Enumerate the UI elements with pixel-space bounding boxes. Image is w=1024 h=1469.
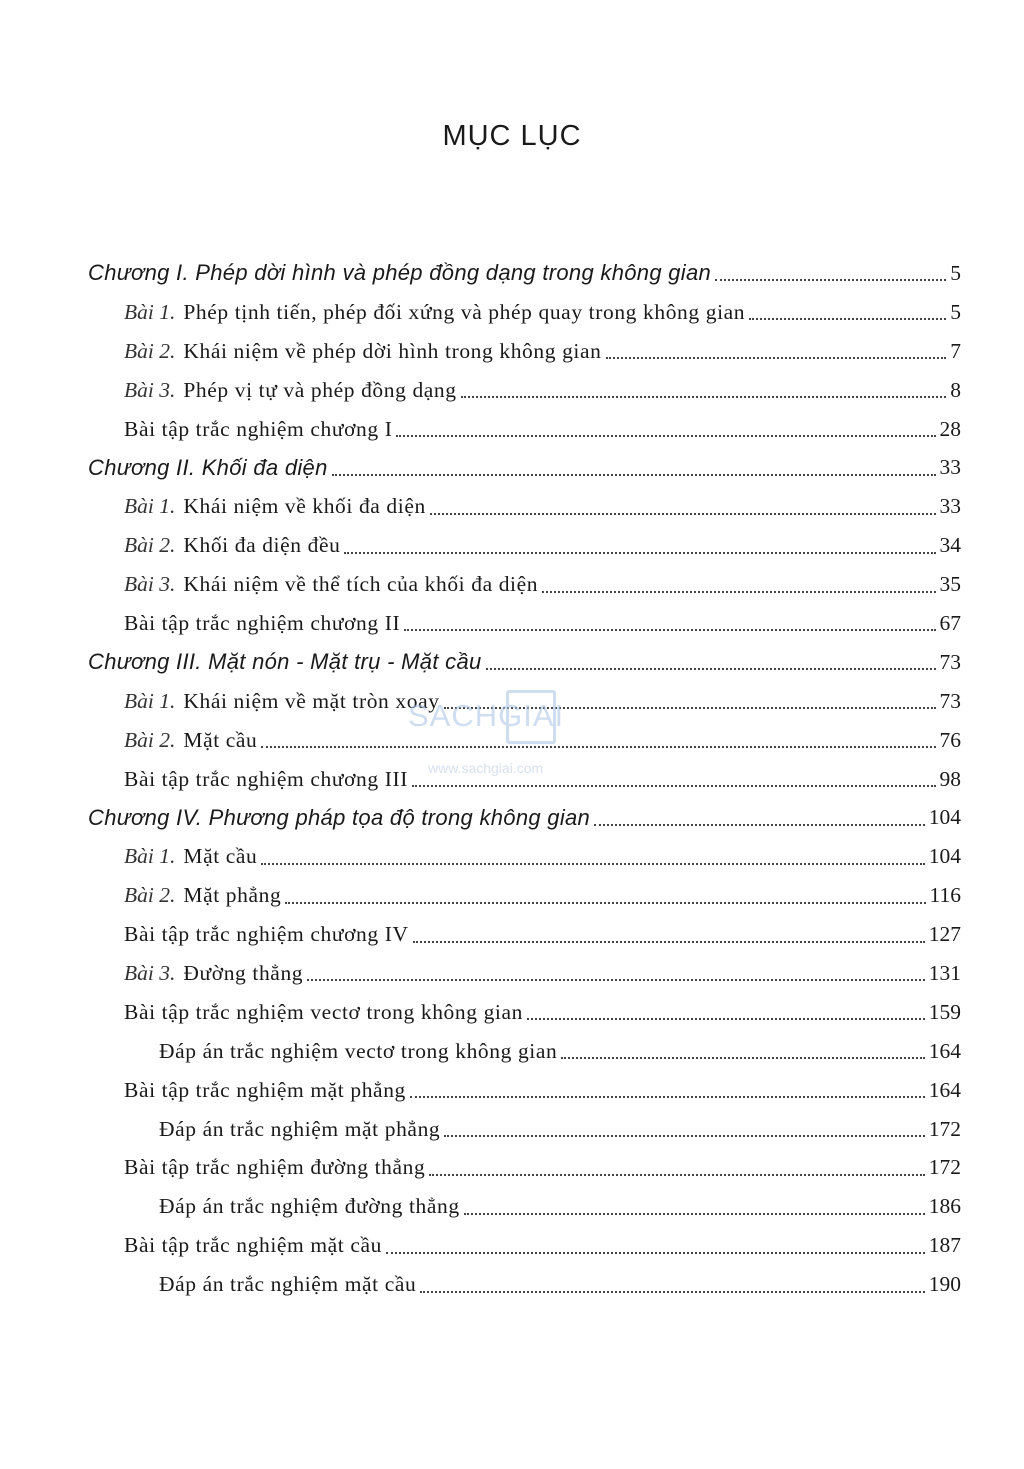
dot-leader: [715, 279, 946, 281]
toc-entry-label: Bài tập trắc nghiệm chương III: [124, 766, 408, 791]
toc-section-entry[interactable]: [0, 410, 1024, 449]
dot-leader: [410, 1096, 925, 1098]
toc-entry-label: Đáp án trắc nghiệm vectơ trong không gian: [159, 1038, 558, 1063]
toc-entry-label: Mặt phẳng: [183, 883, 282, 908]
toc-page-number: 73: [939, 649, 961, 674]
toc-entry-label: Mặt cầu: [183, 844, 258, 869]
toc-page-number: 186: [928, 1194, 961, 1219]
toc-entry-label: Đáp án trắc nghiệm đường thẳng: [159, 1194, 460, 1219]
toc-page-number: 67: [939, 610, 961, 635]
toc-chapter-entry[interactable]: [0, 643, 1024, 682]
dot-leader: [444, 707, 936, 709]
toc-entry-label: Bài tập trắc nghiệm chương I: [124, 416, 393, 441]
toc-chapter-entry[interactable]: [0, 254, 1024, 293]
toc-entry-label: Khối đa diện đều: [183, 533, 341, 558]
toc-entry-label: Bài tập trắc nghiệm vectơ trong không gian: [124, 999, 523, 1024]
toc-entry-label: Chương I. Phép dời hình và phép đồng dạng trong không gian: [88, 260, 712, 286]
toc-page-number: 33: [939, 455, 961, 480]
toc-section-entry[interactable]: [0, 604, 1024, 643]
dot-leader: [606, 357, 947, 359]
toc-page-number: 187: [928, 1233, 961, 1258]
toc-page-number: 76: [939, 727, 961, 752]
watermark-brand: SACHGIAI: [408, 698, 565, 733]
toc-page-number: 34: [939, 533, 961, 558]
toc-entry-label: Mặt cầu: [183, 727, 258, 752]
toc-page-number: 73: [939, 688, 961, 713]
toc-section-entry[interactable]: [0, 526, 1024, 565]
toc-entry-label: Khái niệm về khối đa diện: [183, 494, 426, 519]
toc-entry-label: Bài tập trắc nghiệm mặt phẳng: [124, 1077, 406, 1102]
dot-leader: [404, 629, 935, 631]
dot-leader: [430, 513, 936, 515]
toc-entry-prefix: Bài 3.: [124, 572, 176, 597]
toc-section-entry[interactable]: [0, 682, 1024, 721]
toc-entry-label: Phép vị tự và phép đồng dạng: [183, 377, 457, 402]
toc-section-entry[interactable]: [0, 332, 1024, 371]
toc-entry-label: Đường thẳng: [183, 960, 304, 985]
toc-entry-label: Bài tập trắc nghiệm chương IV: [124, 922, 409, 947]
toc-entry-prefix: Bài 1.: [124, 844, 176, 869]
toc-section-entry[interactable]: [0, 487, 1024, 526]
toc-entry-label: Chương II. Khối đa diện: [88, 454, 328, 480]
toc-entry-prefix: Bài 1.: [124, 299, 176, 324]
toc-page-number: 159: [928, 999, 961, 1024]
dot-leader: [285, 902, 925, 904]
toc-entry-label: Đáp án trắc nghiệm mặt phẳng: [159, 1116, 441, 1141]
toc-page-number: 104: [928, 805, 961, 830]
dot-leader: [344, 552, 935, 554]
toc-page-number: 190: [928, 1272, 961, 1297]
dot-leader: [412, 785, 936, 787]
dot-leader: [429, 1174, 924, 1176]
toc-entry-prefix: Bài 2.: [124, 727, 176, 752]
toc-section-entry[interactable]: [0, 760, 1024, 799]
toc-section-entry[interactable]: [0, 1071, 1024, 1110]
toc-section-entry[interactable]: [0, 837, 1024, 876]
toc-entry-label: Bài tập trắc nghiệm đường thẳng: [124, 1155, 426, 1180]
toc-page-number: 35: [939, 572, 961, 597]
toc-entry-label: Chương III. Mặt nón - Mặt trụ - Mặt cầu: [88, 649, 482, 675]
table-of-contents: [0, 254, 1024, 1304]
toc-section-entry[interactable]: [0, 1226, 1024, 1265]
toc-section-entry[interactable]: [0, 954, 1024, 993]
toc-chapter-entry[interactable]: [0, 798, 1024, 837]
toc-page-number: 116: [929, 883, 961, 908]
toc-section-entry[interactable]: [0, 993, 1024, 1032]
dot-leader: [413, 941, 925, 943]
toc-chapter-entry[interactable]: [0, 448, 1024, 487]
dot-leader: [542, 591, 935, 593]
dot-leader: [594, 824, 925, 826]
toc-page-number: 104: [928, 844, 961, 869]
toc-entry-label: Khái niệm về thể tích của khối đa diện: [183, 572, 539, 597]
toc-entry-label: Chương IV. Phương pháp tọa độ trong không gian: [88, 804, 591, 830]
toc-section-entry[interactable]: [0, 1148, 1024, 1187]
dot-leader: [444, 1135, 924, 1137]
toc-page-number: 164: [928, 1038, 961, 1063]
toc-entry-label: Khái niệm về phép dời hình trong không gian: [183, 338, 602, 363]
toc-page-number: 172: [928, 1116, 961, 1141]
toc-page-number: 172: [928, 1155, 961, 1180]
toc-entry-prefix: Bài 3.: [124, 960, 176, 985]
toc-answer-entry[interactable]: [0, 1110, 1024, 1149]
toc-section-entry[interactable]: [0, 721, 1024, 760]
toc-page-number: 164: [928, 1077, 961, 1102]
dot-leader: [307, 979, 925, 981]
toc-entry-label: Khái niệm về mặt tròn xoay: [183, 688, 440, 713]
toc-entry-prefix: Bài 1.: [124, 494, 176, 519]
toc-page-number: 7: [950, 338, 961, 363]
toc-page-number: 33: [939, 494, 961, 519]
page-title: MỤC LỤC: [442, 120, 582, 152]
dot-leader: [261, 746, 935, 748]
dot-leader: [396, 435, 935, 437]
dot-leader: [332, 474, 936, 476]
dot-leader: [464, 1213, 925, 1215]
toc-section-entry[interactable]: [0, 876, 1024, 915]
dot-leader: [461, 396, 947, 398]
toc-answer-entry[interactable]: [0, 1032, 1024, 1071]
toc-section-entry[interactable]: [0, 915, 1024, 954]
toc-entry-prefix: Bài 2.: [124, 338, 176, 363]
toc-section-entry[interactable]: [0, 565, 1024, 604]
dot-leader: [527, 1018, 925, 1020]
toc-entry-label: Đáp án trắc nghiệm mặt cầu: [159, 1272, 417, 1297]
dot-leader: [749, 318, 946, 320]
toc-entry-prefix: Bài 2.: [124, 533, 176, 558]
toc-entry-label: Bài tập trắc nghiệm mặt cầu: [124, 1233, 382, 1258]
toc-page-number: 8: [950, 377, 961, 402]
toc-page-number: 5: [950, 299, 961, 324]
toc-entry-prefix: Bài 1.: [124, 688, 176, 713]
toc-section-entry[interactable]: [0, 293, 1024, 332]
toc-section-entry[interactable]: [0, 371, 1024, 410]
dot-leader: [261, 863, 924, 865]
dot-leader: [561, 1057, 924, 1059]
toc-page-number: 131: [928, 960, 961, 985]
toc-answer-entry[interactable]: [0, 1265, 1024, 1304]
toc-page-number: 98: [939, 766, 961, 791]
toc-entry-prefix: Bài 2.: [124, 883, 176, 908]
toc-entry-label: Phép tịnh tiến, phép đối xứng và phép quay trong không gian: [183, 299, 746, 324]
dot-leader: [386, 1252, 925, 1254]
dot-leader: [486, 668, 936, 670]
dot-leader: [420, 1291, 924, 1293]
toc-page-number: 28: [939, 416, 961, 441]
toc-page-number: 127: [928, 922, 961, 947]
toc-entry-label: Bài tập trắc nghiệm chương II: [124, 610, 401, 635]
watermark-site: www.sachgiai.com: [428, 760, 544, 776]
toc-page-number: 5: [950, 260, 961, 285]
toc-answer-entry[interactable]: [0, 1187, 1024, 1226]
toc-entry-prefix: Bài 3.: [124, 377, 176, 402]
